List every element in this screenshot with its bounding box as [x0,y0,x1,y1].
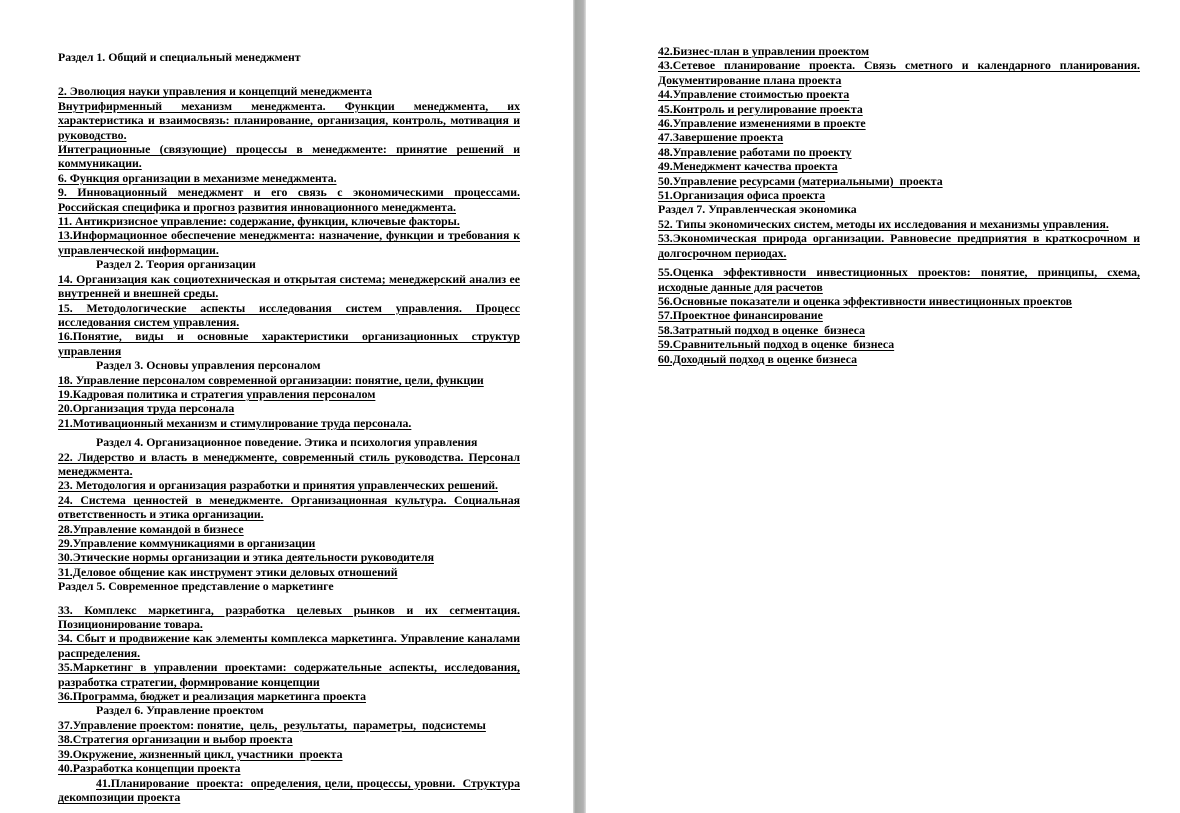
topic-item: 36.Программа, бюджет и реализация маркетинга проекта [58,689,366,704]
topic-item: 56.Основные показатели и оценка эффективности инвестиционных проектов [658,293,1073,308]
topic-item: 28.Управление командой в бизнесе [58,521,244,536]
topic-item: 59.Сравнительный подход в оценке бизнеса [658,337,895,352]
topic-item: 47.Завершение проекта [658,130,784,145]
topic-item: 2. Эволюция науки управления и концепций менеджмента [58,84,372,99]
topic-item: 52. Типы экономических систем, методы их исследования и механизмы управления. [658,216,1109,231]
page-right-content [658,44,1140,366]
topic-item: 41.Планирование проекта: определения, цели, процессы, уровни. Структура декомпозиции проекта [58,775,520,804]
topic-item: 49.Менеджмент качества проекта [658,159,838,174]
section-heading: Раздел 3. Основы управления персоналом [96,358,321,373]
topic-item: 19.Кадровая политика и стратегия управления персоналом [58,386,376,401]
topic-item: 37.Управление проектом: понятие, цель, результаты, параметры, подсистемы [58,717,486,732]
topic-item: 6. Функция организации в механизме менеджмента. [58,170,337,185]
topic-item: 22. Лидерство и власть в менеджменте, современный стиль руководства. Персонал менеджмента. [58,449,520,478]
topic-item: 42.Бизнес-план в управлении проектом [658,44,870,58]
topic-item: 45.Контроль и регулирование проекта [658,101,863,116]
topic-item: 38.Стратегия организации и выбор проекта [58,732,293,747]
topic-item: 23. Методология и организация разработки и принятия управленческих решений. [58,478,498,493]
topic-item: 24. Система ценностей в менеджменте. Организационная культура. Социальная ответственность и этика организации. [58,492,520,522]
document-page-right [586,0,1180,813]
topic-item: 18. Управление персоналом современной организации: понятие, цели, функции [58,372,484,387]
document-page-left [0,0,573,813]
topic-item: 9. Инновационный менеджмент и его связь с экономическими процессами. Российская специфика и прогноз развития инновационного менеджмента. [58,185,520,214]
section-heading: Раздел 1. Общий и специальный менеджмент [58,50,301,64]
section-heading: Раздел 6. Управление проектом [96,703,264,718]
topic-item: 21.Мотивационный механизм и стимулирование труда персонала. [58,415,412,430]
topic-item: 11. Антикризисное управление: содержание, функции, ключевые факторы. [58,214,460,229]
topic-item: 29.Управление коммуникациями в организации [58,536,316,550]
section-heading: Раздел 4. Организационное поведение. Этика и психология управления [96,435,478,450]
topic-item: 50.Управление ресурсами (материальными) проекта [658,173,943,188]
topic-item: 57.Проектное финансирование [658,308,823,323]
topic-item: 53.Экономическая природа организации. Равновесие предприятия в краткосрочном и долгосрочном периодах. [658,231,1140,260]
section-heading: Раздел 5. Современное представление о маркетинге [58,579,334,594]
topic-item: 46.Управление изменениями в проекте [658,116,866,131]
topic-item: 48.Управление работами по проекту [658,144,852,159]
topic-item: Внутрифирменный механизм менеджмента. Функции менеджмента, их характеристика и взаимосвязь: планирование, организация, контроль, мотивация и руководство. [58,98,520,142]
topic-item: 31.Деловое общение как инструмент этики деловых отношений [58,564,398,579]
topic-item: 60.Доходный подход в оценке бизнеса [658,351,858,366]
page-left-content [58,50,520,804]
topic-item: 55.Оценка эффективности инвестиционных проектов: понятие, принципы, схема, исходные данные для расчетов [658,265,1140,294]
topic-item: 13.Информационное обеспечение менеджмента: назначение, функции и требования к управленческой информации. [58,228,520,257]
topic-item: 58.Затратный подход в оценке бизнеса [658,322,866,337]
topic-item: 40.Разработка концепции проекта [58,761,241,776]
topic-item: 44.Управление стоимостью проекта [658,87,850,102]
topic-item: 20.Организация труда персонала [58,401,235,416]
topic-item: 39.Окружение, жизненный цикл, участники проекта [58,746,343,761]
topic-item: 43.Сетевое планирование проекта. Связь сметного и календарного планирования. Документирование плана проекта [658,58,1140,87]
topic-item: 14. Организация как социотехническая и открытая система; менеджерский анализ ее внутренней и внешней среды. [58,271,520,301]
page-divider [573,0,586,813]
topic-item: 34. Сбыт и продвижение как элементы комплекса маркетинга. Управление каналами распределения. [58,631,520,660]
topic-item: 33. Комплекс маркетинга, разработка целевых рынков и их сегментация. Позиционирование товара. [58,602,520,632]
topic-item: 30.Этические нормы организации и этика деятельности руководителя [58,550,434,565]
topic-item: 16.Понятие, виды и основные характеристики организационных структур управления [58,329,520,358]
topic-item: Интеграционные (связующие) процессы в менеджменте: принятие решений и коммуникации. [58,142,520,171]
section-heading: Раздел 2. Теория организации [96,257,256,272]
topic-item: 15. Методологические аспекты исследования систем управления. Процесс исследования систем управления. [58,300,520,329]
section-heading: Раздел 7. Управленческая экономика [658,202,857,217]
topic-item: 51.Организация офиса проекта [658,188,826,203]
topic-item: 35.Маркетинг в управлении проектами: содержательные аспекты, исследования, разработка стратегии, формирование концепции [58,660,520,689]
